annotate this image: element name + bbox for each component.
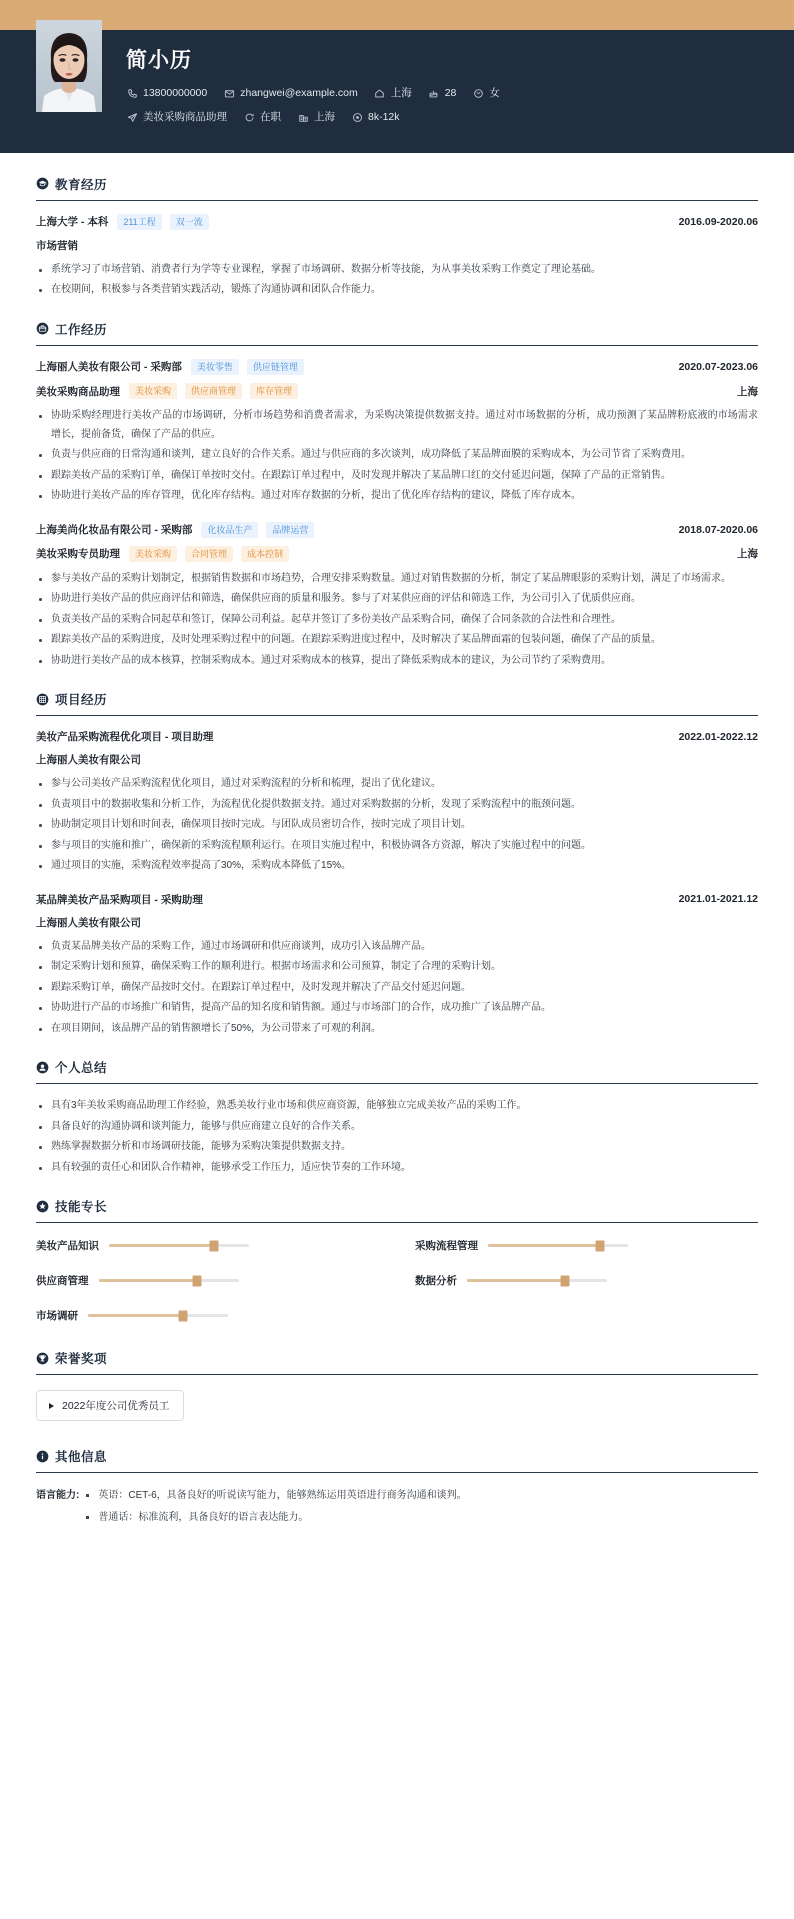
contact-email-value: zhangwei@example.com [240, 87, 358, 100]
skill-fill [88, 1314, 183, 1317]
awards-list [36, 1388, 758, 1421]
work-location: 上海 [737, 548, 758, 561]
education-bullets [36, 261, 758, 300]
decorative-top-band [0, 0, 794, 30]
home-icon [374, 88, 386, 100]
list-item: 熟练掌握数据分析和市场调研技能，能够为采购决策提供数据支持。 [36, 1138, 758, 1157]
skill-knob[interactable] [179, 1310, 188, 1321]
section-title-projects: 项目经历 [55, 693, 108, 708]
cake-icon [428, 88, 440, 100]
work-role: 美妆采购专员助理 [36, 548, 120, 561]
education-tag: 211工程 [117, 214, 161, 230]
project-date: 2022.01-2022.12 [678, 730, 758, 743]
job-city-value: 上海 [314, 110, 335, 123]
work-tag: 化妆品生产 [201, 522, 258, 538]
work-bullets [36, 570, 758, 671]
section-education [36, 175, 758, 300]
project-bullets [36, 775, 758, 876]
contact-gender-value: 女 [489, 87, 500, 100]
section-divider [36, 1374, 758, 1375]
skill-fill [99, 1279, 197, 1282]
job-position [126, 109, 227, 126]
list-item: 协助进行美妆产品的供应商评估和筛选，确保供应商的质量和服务。参与了对某供应商的评估和筛选工作，为公司引入了优质供应商。 [36, 590, 758, 609]
job-city [297, 109, 335, 126]
skill-row [36, 1273, 379, 1288]
list-item: 在校期间，积极参与各类营销实践活动，锻炼了沟通协调和团队合作能力。 [36, 281, 758, 300]
list-item: 具有较强的责任心和团队合作精神，能够承受工作压力，适应快节奏的工作环境。 [36, 1159, 758, 1178]
project-entry [36, 892, 758, 1039]
work-role: 美妆采购商品助理 [36, 385, 120, 398]
graduation-icon [36, 177, 49, 190]
education-entry [36, 214, 758, 300]
education-date: 2016.09-2020.06 [678, 215, 758, 228]
section-title-summary: 个人总结 [55, 1061, 108, 1076]
list-item: 跟踪美妆产品的采购进度，及时处理采购过程中的问题。在跟踪采购进度过程中，及时解决了某品牌面霜的包装问题，确保了产品的质量。 [36, 631, 758, 650]
skill-slider[interactable] [467, 1279, 607, 1282]
skill-label: 美妆产品知识 [36, 1240, 99, 1253]
medal-icon [36, 1200, 49, 1213]
contact-age [428, 85, 457, 102]
project-icon [36, 693, 49, 706]
skill-row [36, 1308, 379, 1323]
section-title-other: 其他信息 [55, 1450, 108, 1465]
skill-label: 市场调研 [36, 1310, 78, 1323]
status-icon [243, 111, 255, 123]
list-item: 制定采购计划和预算，确保采购工作的顺利进行。根据市场需求和公司预算，制定了合理的采购计划。 [36, 958, 758, 977]
triangle-right-icon [49, 1403, 54, 1409]
work-date: 2020.07-2023.06 [678, 360, 758, 373]
award-item[interactable] [36, 1390, 184, 1421]
list-item: 负责某品牌美妆产品的采购工作，通过市场调研和供应商谈判，成功引入该品牌产品。 [36, 938, 758, 957]
section-projects [36, 690, 758, 1038]
work-tag: 美妆零售 [191, 359, 239, 375]
list-item: 在项目期间，该品牌产品的销售额增长了50%，为公司带来了可观的利润。 [36, 1020, 758, 1039]
work-role-tag: 库存管理 [250, 383, 298, 399]
project-date: 2021.01-2021.12 [678, 893, 758, 906]
contact-phone [126, 85, 207, 102]
list-item: 参与项目的实施和推广，确保新的采购流程顺利运行。在项目实施过程中，积极协调各方资源，解决了实施过程中的问题。 [36, 837, 758, 856]
list-item: 协助采购经理进行美妆产品的市场调研，分析市场趋势和消费者需求，为采购决策提供数据支持。通过对市场数据的分析，成功预测了某品牌粉底液的市场需求增长，提前备货，确保了产品的供应。 [36, 407, 758, 444]
skill-knob[interactable] [596, 1240, 605, 1251]
skill-row [415, 1238, 758, 1253]
project-entry [36, 729, 758, 876]
page-title: 简小历 [126, 49, 192, 72]
section-divider [36, 1222, 758, 1223]
info-icon [36, 1450, 49, 1463]
contact-age-value: 28 [444, 87, 457, 100]
section-title-awards: 荣誉奖项 [55, 1352, 108, 1367]
skill-knob[interactable] [192, 1275, 201, 1286]
section-awards [36, 1349, 758, 1421]
skill-knob[interactable] [561, 1275, 570, 1286]
work-date: 2018.07-2020.06 [678, 523, 758, 536]
skill-slider[interactable] [488, 1244, 628, 1247]
envelope-icon [223, 88, 235, 100]
list-item: 协助进行产品的市场推广和销售，提高产品的知名度和销售额。通过与市场部门的合作，成功推广了该品牌产品。 [36, 999, 758, 1018]
list-item: 参与公司美妆产品采购流程优化项目，通过对采购流程的分析和梳理，提出了优化建议。 [36, 775, 758, 794]
list-item: 跟踪美妆产品的采购订单，确保订单按时交付。在跟踪订单过程中，及时发现并解决了某品牌口红的交付延迟问题，保障了产品的正常销售。 [36, 467, 758, 486]
list-item: 通过项目的实施，采购流程效率提高了30%，采购成本降低了15%。 [36, 857, 758, 876]
salary-icon [351, 111, 363, 123]
skill-slider[interactable] [88, 1314, 228, 1317]
gender-icon [472, 88, 484, 100]
work-bullets [36, 407, 758, 506]
skill-row [415, 1273, 758, 1288]
phone-icon [126, 88, 138, 100]
paper-plane-icon [126, 111, 138, 123]
list-item: 负责美妆产品的采购合同起草和签订，保障公司利益。起草并签订了多份美妆产品采购合同，确保了合同条款的合法性和合理性。 [36, 611, 758, 630]
contact-email [223, 85, 357, 102]
project-name: 某品牌美妆产品采购项目 - 采购助理 [36, 893, 203, 906]
section-work [36, 320, 758, 671]
list-item: 负责项目中的数据收集和分析工作，为流程优化提供数据支持。通过对采购数据的分析，发现了采购流程中的瓶颈问题。 [36, 796, 758, 815]
project-bullets [36, 938, 758, 1039]
summary-bullets [36, 1097, 758, 1177]
avatar [36, 20, 102, 112]
list-item: 协助进行美妆产品的成本核算，控制采购成本。通过对采购成本的核算，提出了降低采购成本的建议，为公司节约了采购费用。 [36, 652, 758, 671]
job-meta-row [126, 109, 764, 126]
contact-row [126, 85, 764, 102]
contact-phone-value: 13800000000 [143, 87, 208, 100]
city-icon [297, 111, 309, 123]
work-company: 上海丽人美妆有限公司 - 采购部 [36, 361, 182, 374]
list-item: 协助进行美妆产品的库存管理，优化库存结构。通过对库存数据的分析，提出了优化库存结构的建议，降低了库存成本。 [36, 487, 758, 506]
job-position-value: 美妆采购商品助理 [143, 110, 227, 123]
list-item: 负责与供应商的日常沟通和谈判，建立良好的合作关系。通过与供应商的多次谈判，成功降低了某品牌面膜的采购成本，为公司节省了采购费用。 [36, 446, 758, 465]
resume-header [0, 30, 794, 153]
skill-fill [467, 1279, 565, 1282]
work-entry [36, 359, 758, 506]
work-tag: 供应链管理 [247, 359, 304, 375]
section-title-education: 教育经历 [55, 177, 108, 192]
list-item: 普通话：标准流利，具备良好的语言表达能力。 [83, 1508, 758, 1527]
skill-label: 数据分析 [415, 1275, 457, 1288]
list-item: 英语：CET-6，具备良好的听说读写能力，能够熟练运用英语进行商务沟通和谈判。 [83, 1486, 758, 1505]
contact-hometown [374, 85, 412, 102]
list-item: 具有3年美妆采购商品助理工作经验，熟悉美妆行业市场和供应商资源，能够独立完成美妆产品的采购工作。 [36, 1097, 758, 1116]
job-status-value: 在职 [260, 110, 281, 123]
other-group-label: 语言能力: [36, 1490, 80, 1502]
skills-grid [36, 1236, 758, 1323]
section-divider [36, 1472, 758, 1473]
trophy-icon [36, 1352, 49, 1365]
portrait-photo-icon [36, 20, 102, 112]
list-item: 协助制定项目计划和时间表，确保项目按时完成。与团队成员密切合作，按时完成了项目计划。 [36, 816, 758, 835]
work-company: 上海美尚化妆品有限公司 - 采购部 [36, 524, 193, 537]
skill-row [36, 1238, 379, 1253]
list-item: 系统学习了市场营销、消费者行为学等专业课程，掌握了市场调研、数据分析等技能，为从事美妆采购工作奠定了理论基础。 [36, 261, 758, 280]
section-divider [36, 345, 758, 346]
section-title-work: 工作经历 [55, 322, 108, 337]
job-salary-value: 8k-12k [368, 110, 400, 123]
project-name: 美妆产品采购流程优化项目 - 项目助理 [36, 731, 214, 744]
project-company: 上海丽人美妆有限公司 [36, 754, 141, 767]
section-other [36, 1447, 758, 1530]
section-divider [36, 200, 758, 201]
skill-slider[interactable] [109, 1244, 249, 1247]
education-tag: 双一流 [170, 214, 209, 230]
section-summary [36, 1058, 758, 1177]
section-skills [36, 1197, 758, 1323]
list-item: 具备良好的沟通协调和谈判能力，能够与供应商建立良好的合作关系。 [36, 1118, 758, 1137]
education-major: 市场营销 [36, 239, 78, 252]
work-role-tag: 美妆采购 [129, 546, 177, 562]
work-location: 上海 [737, 385, 758, 398]
skill-label: 采购流程管理 [415, 1240, 478, 1253]
person-icon [36, 1061, 49, 1074]
section-divider [36, 715, 758, 716]
list-item: 跟踪采购订单，确保产品按时交付。在跟踪订单过程中，及时发现并解决了产品交付延迟问题。 [36, 979, 758, 998]
education-school: 上海大学 - 本科 [36, 216, 109, 229]
other-items [83, 1486, 758, 1530]
work-role-tag: 美妆采购 [129, 383, 177, 399]
work-role-tag: 合同管理 [185, 546, 233, 562]
section-title-skills: 技能专长 [55, 1200, 108, 1215]
work-entry [36, 522, 758, 671]
job-status [243, 109, 281, 126]
resume-body [0, 153, 794, 1581]
skill-fill [109, 1244, 214, 1247]
award-label: 2022年度公司优秀员工 [62, 1400, 170, 1413]
list-item: 参与美妆产品的采购计划制定，根据销售数据和市场趋势，合理安排采购数量。通过对销售数据的分析，制定了某品牌眼影的采购计划，满足了市场需求。 [36, 570, 758, 589]
skill-fill [488, 1244, 600, 1247]
work-tag: 品牌运营 [266, 522, 314, 538]
skill-label: 供应商管理 [36, 1275, 89, 1288]
other-group [36, 1486, 758, 1530]
work-role-tag: 成本控制 [241, 546, 289, 562]
project-company: 上海丽人美妆有限公司 [36, 916, 141, 929]
contact-hometown-value: 上海 [390, 87, 412, 100]
skill-knob[interactable] [210, 1240, 219, 1251]
work-role-tag: 供应商管理 [185, 383, 242, 399]
section-divider [36, 1083, 758, 1084]
briefcase-icon [36, 322, 49, 335]
skill-slider[interactable] [99, 1279, 239, 1282]
job-salary [351, 109, 400, 126]
contact-gender [472, 85, 500, 102]
